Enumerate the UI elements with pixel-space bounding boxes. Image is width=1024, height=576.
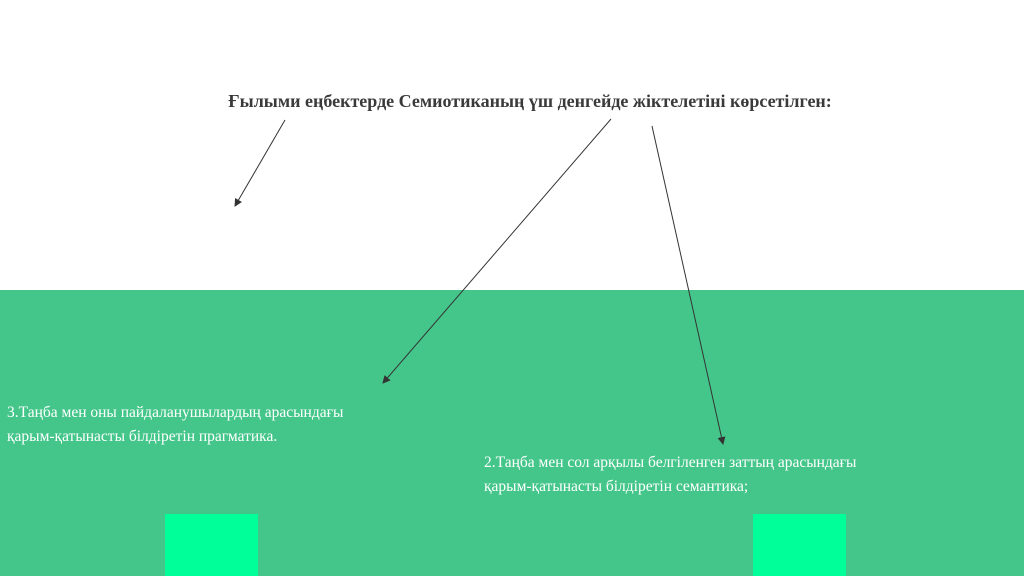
arrow-to-level-3 <box>383 119 611 383</box>
pragmatics-line-2: қарым-қатынасты білдіретін прагматика. <box>7 428 278 445</box>
slide-title: Ғылыми еңбектерде Семиотиканың үш денгейде жіктелетіні көрсетілген: <box>228 91 832 111</box>
arrow-to-level-1 <box>235 120 285 206</box>
pragmatics-description <box>7 401 447 449</box>
semantics-description <box>484 451 964 499</box>
semantics-line-2: қарым-қатынасты білдіретін семантика; <box>484 478 749 495</box>
arrow-to-level-2 <box>652 126 723 444</box>
semantics-line-1: 2.Таңба мен сол арқылы белгіленген заттың арасындағы <box>484 454 857 471</box>
accent-square-right <box>753 514 846 576</box>
pragmatics-line-1: 3.Таңба мен оны пайдаланушылардың арасындағы <box>7 404 344 421</box>
accent-square-left <box>165 514 258 576</box>
